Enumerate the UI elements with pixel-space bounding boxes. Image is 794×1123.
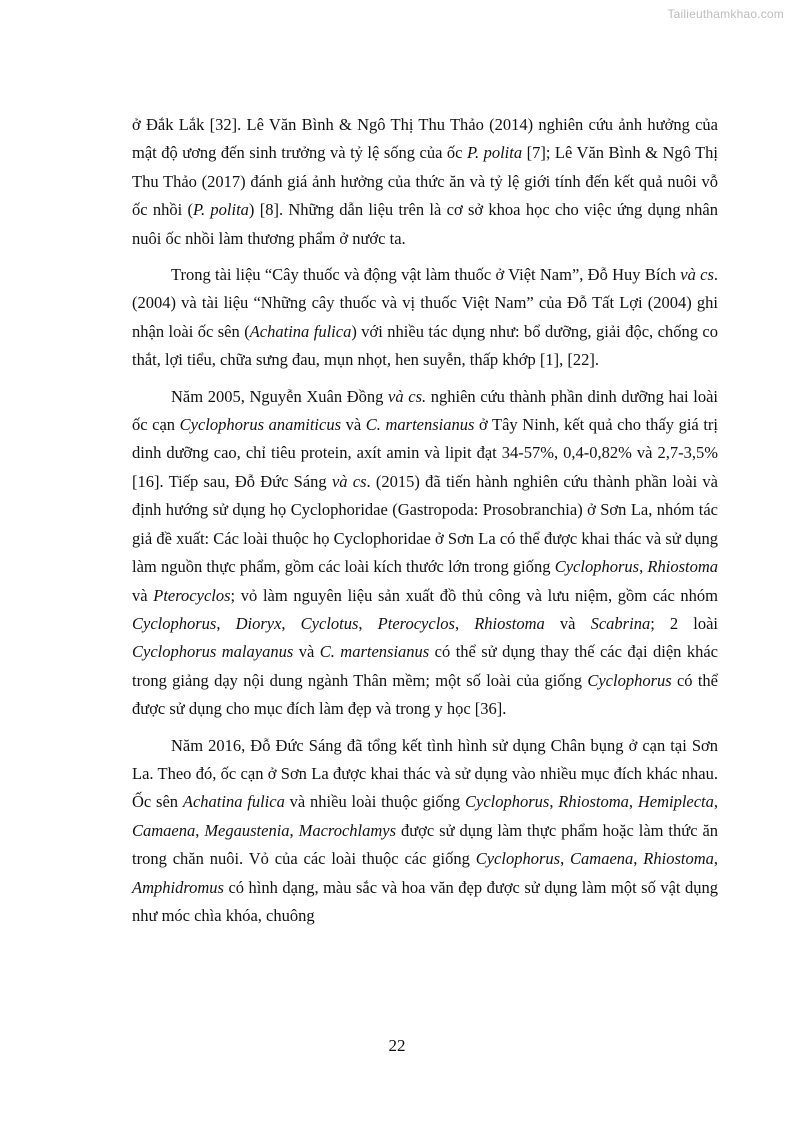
text-run: [7]; Lê Văn Bình & Ngô Thị Thu Thảo (2017) đánh giá ảnh hưởng của thức ăn và tỷ lệ giới tính đến kết quả nuôi vỗ ốc nhồi (	[132, 143, 718, 220]
text-run: và	[132, 585, 154, 605]
italic-text-run: Hemiplecta	[637, 792, 714, 812]
italic-text-run: Dioryx	[235, 613, 282, 633]
text-run: ,	[628, 792, 638, 812]
text-run: ) [8]. Những dẫn liệu trên là cơ sở khoa học cho việc ứng dụng nhân nuôi ốc nhồi làm thương phẩm ở nước ta.	[132, 200, 718, 248]
text-run: ,	[713, 792, 719, 812]
text-run: . (2015) đã tiến hành nghiên cứu thành phần loài và định hướng sử dụng họ Cyclophoridae (Gastropoda: Prosobranchia) ở Sơn La, nhóm tác giả đề xuất: Các loài thuộc họ Cyclophoridae ở Sơn La có thể được khai thác và sử dụng làm nguồn thực phẩm, gồm các loài kích thước lớn trong giống	[132, 471, 718, 577]
body-paragraph	[132, 383, 718, 724]
italic-text-run: Scabrina	[590, 613, 651, 633]
italic-text-run: Rhiostoma	[474, 613, 545, 633]
text-run: ,	[713, 849, 718, 869]
text-run: được sử dụng làm thực phẩm hoặc làm thức ăn trong chăn nuôi. Vỏ của các loài thuộc các giống	[132, 820, 719, 869]
text-run: ,	[281, 613, 301, 633]
text-run: . (2004) và tài liệu “Những cây thuốc và vị thuốc Việt Nam” của Đỗ Tất Lợi (2004) ghi nhận loài ốc sên (	[132, 265, 718, 341]
body-paragraph	[132, 261, 718, 375]
text-run: và nhiều loài thuộc giống	[284, 792, 465, 812]
italic-text-run: Cyclophorus malayanus	[132, 642, 294, 662]
italic-text-run: Achatina fulica	[249, 321, 352, 341]
italic-text-run: Megaustenia	[204, 820, 290, 840]
italic-text-run: Cyclophorus	[475, 849, 561, 869]
text-run: ở Tây Ninh, kết quả cho thấy giá trị dinh dưỡng cao, chỉ tiêu protein, axít amin và lipit đạt 34-57%, 0,4-0,82% và 2,7-3,5% [16]. Tiếp sau, Đỗ Đức Sáng	[132, 415, 718, 491]
text-run: có hình dạng, màu sắc và hoa văn đẹp được sử dụng làm một số vật dụng như móc chìa khóa, chuông	[132, 877, 718, 925]
text-run: và	[293, 642, 320, 662]
text-run: có thể sử dụng thay thế các đại diện khác trong giảng dạy nội dung ngành Thân mềm; một số loài của giống	[132, 642, 718, 690]
text-run: ở Đắk Lắk [32]. Lê Văn Bình & Ngô Thị Thu Thảo (2014) nghiên cứu ảnh hưởng của mật độ ương đến sinh trưởng và tỷ lệ sống của ốc	[132, 115, 718, 163]
body-paragraph	[132, 111, 718, 253]
italic-text-run: Pterocyclos	[377, 613, 455, 633]
text-run: ,	[454, 613, 475, 633]
italic-text-run: Achatina fulica	[182, 792, 285, 812]
watermark: Tailieuthamkhao.com	[667, 7, 784, 21]
italic-text-run: Pterocyclos	[153, 585, 231, 605]
italic-text-run: Cyclophorus	[554, 557, 640, 577]
italic-text-run: Cyclophorus	[132, 613, 217, 633]
text-run: Năm 2005, Nguyễn Xuân Đồng	[171, 386, 389, 406]
italic-text-run: và cs	[331, 471, 367, 491]
text-run: và	[341, 415, 366, 435]
text-run: ,	[358, 613, 378, 633]
italic-text-run: Rhiostoma	[643, 849, 714, 869]
text-run: ) với nhiều tác dụng như: bổ dưỡng, giải độc, chống co thắt, lợi tiểu, chữa sưng đau, mụn nhọt, hen suyễn, thấp khớp [1], [22].	[132, 321, 718, 370]
italic-text-run: Macrochlamys	[298, 820, 397, 840]
text-run: ,	[633, 849, 644, 869]
text-run: ,	[195, 820, 205, 840]
italic-text-run: Rhiostoma	[558, 792, 629, 812]
text-run: nghiên cứu thành phần dinh dưỡng hai loài ốc cạn	[132, 386, 719, 435]
italic-text-run: Rhiostoma	[647, 557, 718, 577]
text-run: Năm 2016, Đỗ Đức Sáng đã tổng kết tình hình sử dụng Chân bụng ở cạn tại Sơn La. Theo đó, ốc cạn ở Sơn La được khai thác và sử dụng vào nhiều mục đích khác nhau. Ốc sên	[132, 735, 718, 812]
text-run: có thể được sử dụng cho mục đích làm đẹp và trong y học [36].	[132, 670, 718, 719]
italic-text-run: Cyclophorus	[587, 670, 672, 690]
italic-text-run: Camaena	[132, 820, 196, 840]
text-run: ,	[560, 849, 571, 869]
page-number: 22	[388, 1036, 406, 1055]
italic-text-run: C. martensianus	[365, 415, 475, 435]
text-run: ,	[639, 557, 648, 577]
italic-text-run: Cyclophorus	[464, 792, 550, 812]
document-body	[132, 111, 718, 938]
italic-text-run: P. polita	[193, 200, 249, 220]
italic-text-run: C. martensianus	[319, 642, 430, 662]
italic-text-run: Cyclophorus anamiticus	[179, 415, 341, 435]
italic-text-run: Camaena	[570, 849, 634, 869]
text-run: ; vỏ làm nguyên liệu sản xuất đồ thủ công và lưu niệm, gồm các nhóm	[230, 585, 719, 605]
text-run: ,	[289, 820, 299, 840]
text-run: và	[544, 613, 591, 633]
italic-text-run: và cs.	[388, 386, 427, 406]
italic-text-run: Cyclotus	[300, 613, 359, 633]
italic-text-run: và cs	[680, 265, 714, 285]
italic-text-run: Amphidromus	[132, 877, 224, 897]
body-paragraph	[132, 732, 718, 931]
text-run: ,	[549, 792, 559, 812]
text-run: Trong tài liệu “Cây thuốc và động vật làm thuốc ở Việt Nam”, Đỗ Huy Bích	[171, 265, 681, 285]
italic-text-run: P. polita	[467, 143, 523, 163]
text-run: ,	[216, 613, 236, 633]
text-run: ; 2 loài	[650, 613, 719, 633]
